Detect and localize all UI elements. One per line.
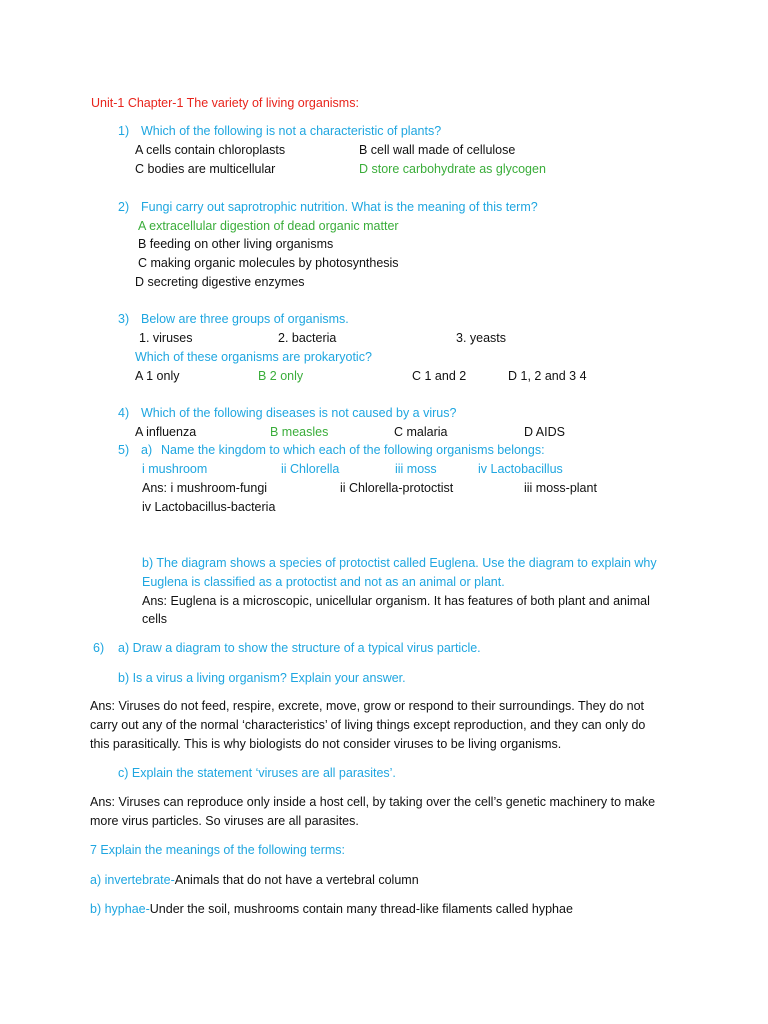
q5-answer-3: iii moss-plant [524, 481, 597, 495]
q3-option-c: C 1 and 2 [412, 369, 467, 383]
q3-group-3: 3. yeasts [456, 331, 507, 345]
q2-number: 2) [118, 200, 130, 214]
q3-option-d: D 1, 2 and 3 4 [508, 369, 587, 383]
q3-group-2: 2. bacteria [278, 331, 337, 345]
q2-option-b: B feeding on other living organisms [138, 237, 334, 251]
q5b-answer-line-1: Ans: Euglena is a microscopic, unicellular organism. It has features of both plant and animal [142, 594, 650, 608]
q5-answer-1: Ans: i mushroom-fungi [142, 481, 268, 495]
q3-question: Below are three groups of organisms. [141, 312, 349, 326]
q3-number: 3) [118, 312, 130, 326]
q1-option-a: A cells contain chloroplasts [135, 143, 286, 157]
q6b-answer-line-3: this parasitically. This is why biologists do not consider viruses to be living organisms. [90, 737, 562, 751]
q1-question: Which of the following is not a characteristic of plants? [141, 124, 442, 138]
q4-question: Which of the following diseases is not caused by a virus? [141, 406, 457, 420]
q5b-answer-line-2: cells [142, 612, 168, 626]
q5-number: 5) [118, 443, 130, 457]
q2-option-c: C making organic molecules by photosynthesis [138, 256, 399, 270]
q5a-label: a) [141, 443, 153, 457]
q4-option-a: A influenza [135, 425, 197, 439]
q4-number: 4) [118, 406, 130, 420]
q5-organism-2: ii Chlorella [281, 462, 340, 476]
q5-answer-2: ii Chlorella-protoctist [340, 481, 454, 495]
q5-organism-1: i mushroom [142, 462, 208, 476]
q7-question: 7 Explain the meanings of the following terms: [90, 843, 345, 857]
q7b-definition: Under the soil, mushrooms contain many thread-like filaments called hyphae [149, 902, 573, 916]
q4-option-d: D AIDS [524, 425, 565, 439]
q4-option-c: C malaria [394, 425, 448, 439]
q6b-answer-line-1: Ans: Viruses do not feed, respire, excrete, move, grow or respond to their surroundings. They do not [90, 699, 645, 713]
q6a-question: a) Draw a diagram to show the structure of a typical virus particle. [118, 641, 481, 655]
q7a-definition: Animals that do not have a vertebral column [174, 873, 419, 887]
q2-question: Fungi carry out saprotrophic nutrition. What is the meaning of this term? [141, 200, 538, 214]
q5-organism-4: iv Lactobacillus [478, 462, 563, 476]
q3-option-a: A 1 only [135, 369, 180, 383]
q5b-question-line-1: b) The diagram shows a species of protoctist called Euglena. Use the diagram to explain why [142, 556, 657, 570]
q7b-row [90, 901, 573, 917]
q2-option-d: D secreting digestive enzymes [135, 275, 305, 289]
q6b-answer-line-2: carry out any of the normal ‘characteristics’ of living things except reproduction, and they can only do [90, 718, 646, 732]
q5-organism-3: iii moss [395, 462, 437, 476]
q6-number: 6) [93, 641, 105, 655]
q4-option-b: B measles [270, 425, 329, 439]
q1-option-b: B cell wall made of cellulose [359, 143, 516, 157]
q6b-question: b) Is a virus a living organism? Explain your answer. [118, 671, 406, 685]
q1-number: 1) [118, 124, 130, 138]
q3-option-b: B 2 only [258, 369, 304, 383]
document-title: Unit-1 Chapter-1 The variety of living organisms: [91, 96, 359, 110]
q7a-term: a) invertebrate- [90, 873, 175, 887]
q5b-question-line-2: Euglena is classified as a protoctist and not as an animal or plant. [142, 575, 505, 589]
q7a-row [90, 872, 419, 888]
q5-answer-4: iv Lactobacillus-bacteria [142, 500, 276, 514]
q6c-question: c) Explain the statement ‘viruses are all parasites’. [118, 766, 396, 780]
q1-option-c: C bodies are multicellular [135, 162, 276, 176]
q5a-question: Name the kingdom to which each of the following organisms belongs: [161, 443, 545, 457]
q1-option-d: D store carbohydrate as glycogen [359, 162, 546, 176]
q2-option-a: A extracellular digestion of dead organic matter [138, 219, 399, 233]
q6c-answer-line-2: more virus particles. So viruses are all parasites. [90, 814, 359, 828]
q3-group-1: 1. viruses [139, 331, 193, 345]
q6c-answer-line-1: Ans: Viruses can reproduce only inside a host cell, by taking over the cell’s genetic machinery to make [90, 795, 656, 809]
q7b-term: b) hyphae- [90, 902, 150, 916]
q3-subquestion: Which of these organisms are prokaryotic? [135, 350, 372, 364]
